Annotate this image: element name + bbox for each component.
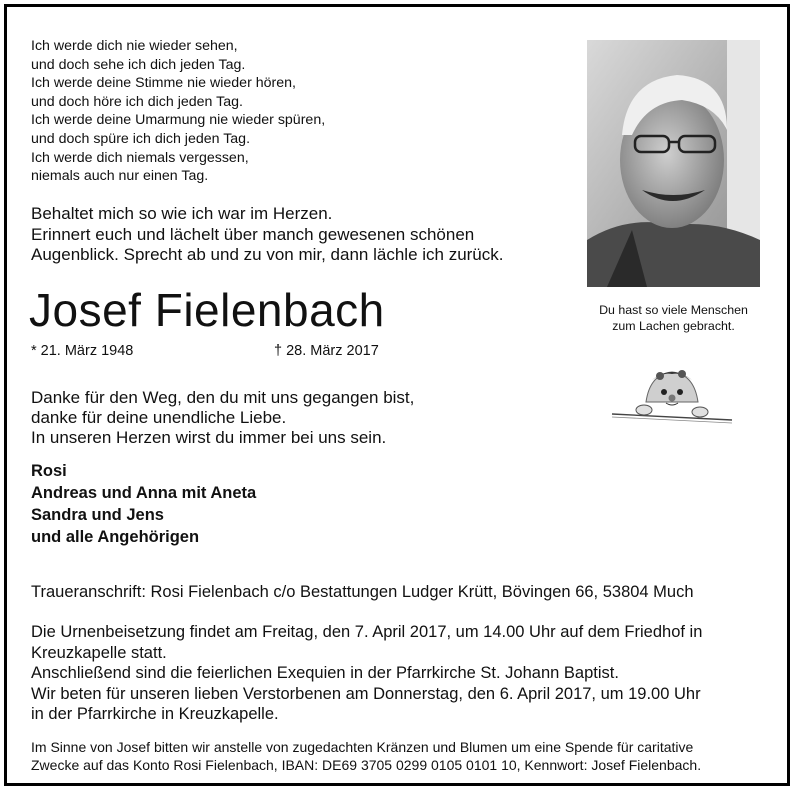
- quote-line: Behaltet mich so wie ich war im Herzen.: [31, 204, 333, 223]
- thanks-line: danke für deine unendliche Liebe.: [31, 408, 287, 427]
- info-line: in der Pfarrkirche in Kreuzkapelle.: [31, 705, 279, 723]
- poem-line: und doch spüre ich dich jeden Tag.: [31, 130, 251, 147]
- portrait-photo: [587, 40, 760, 287]
- donation-line: Zwecke auf das Konto Rosi Fielenbach, IBAN: DE69 3705 0299 0105 0101 10, Kennwort: Josef Fielenbach.: [31, 757, 702, 773]
- quote-line: Augenblick. Sprecht ab und zu von mir, dann lächle ich zurück.: [31, 245, 504, 264]
- caption-line: zum Lachen gebracht.: [612, 319, 735, 333]
- family-line: Rosi: [31, 462, 67, 480]
- family-line: Andreas und Anna mit Aneta: [31, 484, 257, 502]
- quote: [31, 204, 504, 266]
- poem-line: und doch höre ich dich jeden Tag.: [31, 93, 243, 110]
- quote-line: Erinnert euch und lächelt über manch gewesenen schönen: [31, 224, 475, 244]
- birth-date: * 21. März 1948: [31, 343, 134, 359]
- family-line: und alle Angehörigen: [31, 528, 200, 546]
- info-line: Wir beten für unseren lieben Verstorbenen am Donnerstag, den 6. April 2017, um 19.00 Uhr: [31, 684, 701, 703]
- thanks-text: [31, 388, 414, 448]
- donation-line: Im Sinne von Josef bitten wir anstelle von zugedachten Kränzen und Blumen um eine Spende für caritative: [31, 739, 694, 755]
- mourning-address: Traueranschrift: Rosi Fielenbach c/o Bestattungen Ludger Krütt, Bövingen 66, 53804 Much: [31, 583, 694, 601]
- poem-line: Ich werde dich niemals vergessen,: [31, 149, 249, 166]
- poem: [31, 37, 325, 186]
- funeral-info: [31, 622, 776, 725]
- info-line: Kreuzkapelle statt.: [31, 643, 167, 662]
- caption-line: Du hast so viele Menschen: [599, 303, 748, 317]
- clown-peeking-illustration: [608, 362, 736, 430]
- family-names: [31, 460, 256, 548]
- info-line: Die Urnenbeisetzung findet am Freitag, den 7. April 2017, um 14.00 Uhr auf dem Friedhof in: [31, 623, 703, 641]
- photo-caption: [578, 302, 769, 334]
- poem-line: niemals auch nur einen Tag.: [31, 168, 209, 185]
- poem-line: Ich werde dich nie wieder sehen,: [31, 38, 238, 54]
- death-date: † 28. März 2017: [274, 343, 379, 359]
- family-line: Sandra und Jens: [31, 506, 164, 524]
- deceased-name: Josef Fielenbach: [29, 284, 385, 336]
- thanks-line: Danke für den Weg, den du mit uns gegangen bist,: [31, 388, 415, 407]
- donation-note: [31, 738, 701, 774]
- poem-line: und doch sehe ich dich jeden Tag.: [31, 56, 246, 73]
- thanks-line: In unseren Herzen wirst du immer bei uns sein.: [31, 428, 387, 447]
- poem-line: Ich werde deine Umarmung nie wieder spüren,: [31, 112, 326, 129]
- info-line: Anschließend sind die feierlichen Exequien in der Pfarrkirche St. Johann Baptist.: [31, 664, 619, 682]
- poem-line: Ich werde deine Stimme nie wieder hören,: [31, 75, 296, 92]
